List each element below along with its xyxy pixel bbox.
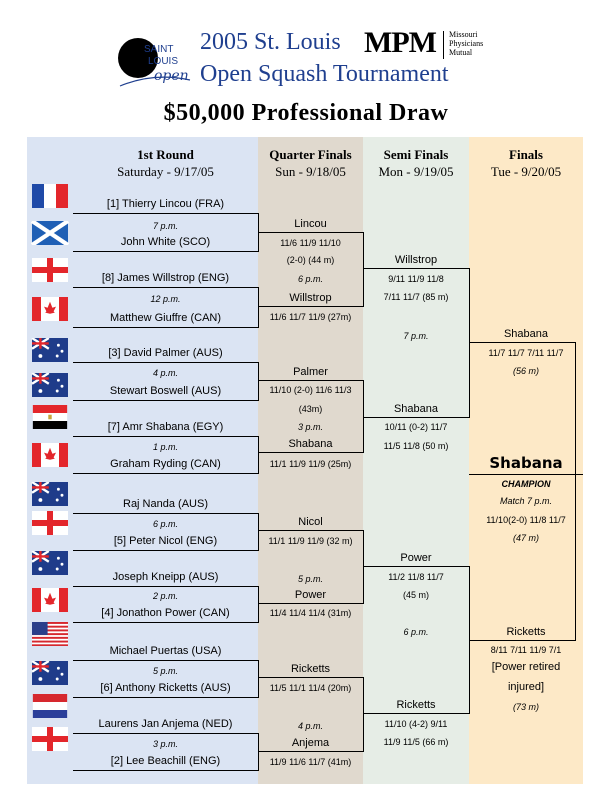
qf4-time: 4 p.m. [297,721,323,731]
final-score2: (47 m) [512,533,539,543]
sf1-time: 7 p.m. [403,331,429,341]
scotland-flag-icon [31,221,69,245]
qf1-top-player: Lincou [294,218,327,230]
qf4-bottom-player: Anjema [291,737,330,749]
england-flag-icon [31,727,69,751]
sf2-time: 6 p.m. [403,627,429,637]
final-match-time: Match 7 p.m. [499,496,553,506]
final-top-score2: (56 m) [512,366,539,376]
canada-flag-icon [31,297,69,321]
final-top-player: Shabana [503,328,549,340]
final-bottom-score2: (73 m) [512,702,539,712]
australia-flag-icon [31,482,69,506]
sf1-score4: 11/5 11/8 (50 m) [383,441,449,451]
egypt-flag-icon [31,405,69,429]
final-bottom-note1: [Power retired [491,661,561,673]
qf2-score1: 11/10 (2-0) 11/6 11/3 [269,385,352,395]
saint-louis-open-logo [114,28,192,98]
sponsor-subtext [449,30,483,57]
sf2-bottom-player: Ricketts [396,699,436,711]
qf1-score2: (2-0) (44 m) [286,255,335,265]
usa-flag-icon [31,622,69,646]
final-bottom-note2: injured] [507,681,545,693]
r1-m3-bottom-player: Stewart Boswell (AUS) [109,385,222,397]
australia-flag-icon [31,661,69,685]
qf2-top-player: Palmer [293,366,328,378]
sf1-score1: 9/11 11/9 11/8 [388,274,444,284]
qf3-top-player: Nicol [298,516,323,528]
r1-m3-time: 4 p.m. [152,368,178,378]
r1-m7-bottom-player: [6] Anthony Ricketts (AUS) [100,682,231,694]
qf4-top-player: Ricketts [290,663,331,675]
sf1-score2: 7/11 11/7 (85 m) [383,292,449,302]
qf4-score3: 11/9 11/6 11/7 (41m) [269,757,352,767]
australia-flag-icon [31,551,69,575]
england-flag-icon [31,258,69,282]
r1-m8-bottom-player: [2] Lee Beachill (ENG) [110,755,221,767]
canada-flag-icon [31,588,69,612]
qf2-score3: 11/1 11/9 11/9 (25m) [269,459,352,469]
champion-label: CHAMPION [501,479,551,489]
logo-text-louis: LOUIS [148,56,179,67]
netherlands-flag-icon [31,694,69,718]
canada-flag-icon [31,443,69,467]
column-header-round1: 1st Round Saturday - 9/17/05 [117,147,214,179]
r1-m8-time: 3 p.m. [152,739,178,749]
qf2-score2: (43m) [298,404,323,414]
r1-m1-top-player: [1] Thierry Lincou (FRA) [106,198,225,210]
r1-m2-bottom-player: Matthew Giuffre (CAN) [109,312,222,324]
column-header-semifinals: Semi Finals Mon - 9/19/05 [378,147,454,179]
australia-flag-icon [31,338,69,362]
r1-m2-top-player: [8] James Willstrop (ENG) [101,272,230,284]
sponsor-sub-1: Missouri [449,30,478,39]
sf2-score1: 11/2 11/8 11/7 [388,572,444,582]
r1-m4-time: 1 p.m. [152,442,178,452]
sponsor-sub-2: Physicians [449,39,484,48]
final-top-score1: 11/7 11/7 7/11 11/7 [488,348,564,358]
r1-m6-time: 2 p.m. [152,591,178,601]
r1-m6-bottom-player: [4] Jonathon Power (CAN) [101,607,230,619]
england-flag-icon [31,511,69,535]
qf3-time: 5 p.m. [297,574,323,584]
sf2-score4: 11/9 11/5 (66 m) [383,737,449,747]
r1-m6-top-player: Joseph Kneipp (AUS) [112,571,219,583]
r1-m1-bottom-player: John White (SCO) [120,236,211,248]
r1-m5-bottom-player: [5] Peter Nicol (ENG) [113,535,218,547]
title-line1: 2005 St. Louis [200,29,341,55]
r1-m8-top-player: Laurens Jan Anjema (NED) [98,718,233,730]
qf2-time: 3 p.m. [297,422,323,432]
r1-m5-top-player: Raj Nanda (AUS) [123,498,208,510]
semifinal-column [363,137,469,784]
r1-m4-bottom-player: Graham Ryding (CAN) [110,458,221,470]
logo-text-saint: SAINT [144,44,174,55]
sponsor-sub-3: Mutual [449,48,473,57]
sf2-score2: (45 m) [402,590,429,600]
sf1-bottom-player: Shabana [393,403,439,415]
qf1-time: 6 p.m. [297,274,323,284]
page-subtitle: $50,000 Professional Draw [163,100,449,126]
r1-m3-top-player: [3] David Palmer (AUS) [108,347,223,359]
r1-m2-time: 12 p.m. [150,294,181,304]
qf4-score1: 11/5 11/1 11/4 (20m) [269,683,352,693]
qf3-score3: 11/4 11/4 11/4 (31m) [269,608,352,618]
sponsor-logo: MPM [364,26,436,59]
r1-m7-time: 5 p.m. [152,666,178,676]
logo-text-open: open [154,68,189,84]
r1-m5-time: 6 p.m. [152,519,178,529]
qf1-score1: 11/6 11/9 11/10 [280,238,341,248]
qf1-score3: 11/6 11/7 11/9 (27m) [269,312,352,322]
australia-flag-icon [31,373,69,397]
r1-m7-top-player: Michael Puertas (USA) [109,645,222,657]
r1-m4-top-player: [7] Amr Shabana (EGY) [107,421,224,433]
column-header-quarterfinals: Quarter Finals Sun - 9/18/05 [269,147,352,179]
sf2-top-player: Power [400,552,432,564]
france-flag-icon [31,184,69,208]
sf1-score3: 10/11 (0-2) 11/7 [384,422,448,432]
title-line2: Open Squash Tournament [200,61,449,87]
qf3-score1: 11/1 11/9 11/9 (32 m) [268,536,353,546]
column-header-finals: Finals Tue - 9/20/05 [490,147,562,179]
r1-m1-time: 7 p.m. [152,221,178,231]
qf3-bottom-player: Power [294,589,327,601]
final-score1: 11/10(2-0) 11/8 11/7 [486,515,566,525]
champion-name: Shabana [489,454,563,472]
qf2-bottom-player: Shabana [288,438,333,450]
qf1-bottom-player: Willstrop [289,292,332,304]
final-bottom-score1: 8/11 7/11 11/9 7/1 [490,645,562,655]
sponsor-divider [443,31,444,59]
final-bottom-player: Ricketts [506,626,546,638]
sf1-top-player: Willstrop [394,254,438,266]
sf2-score3: 11/10 (4-2) 9/11 [384,719,448,729]
